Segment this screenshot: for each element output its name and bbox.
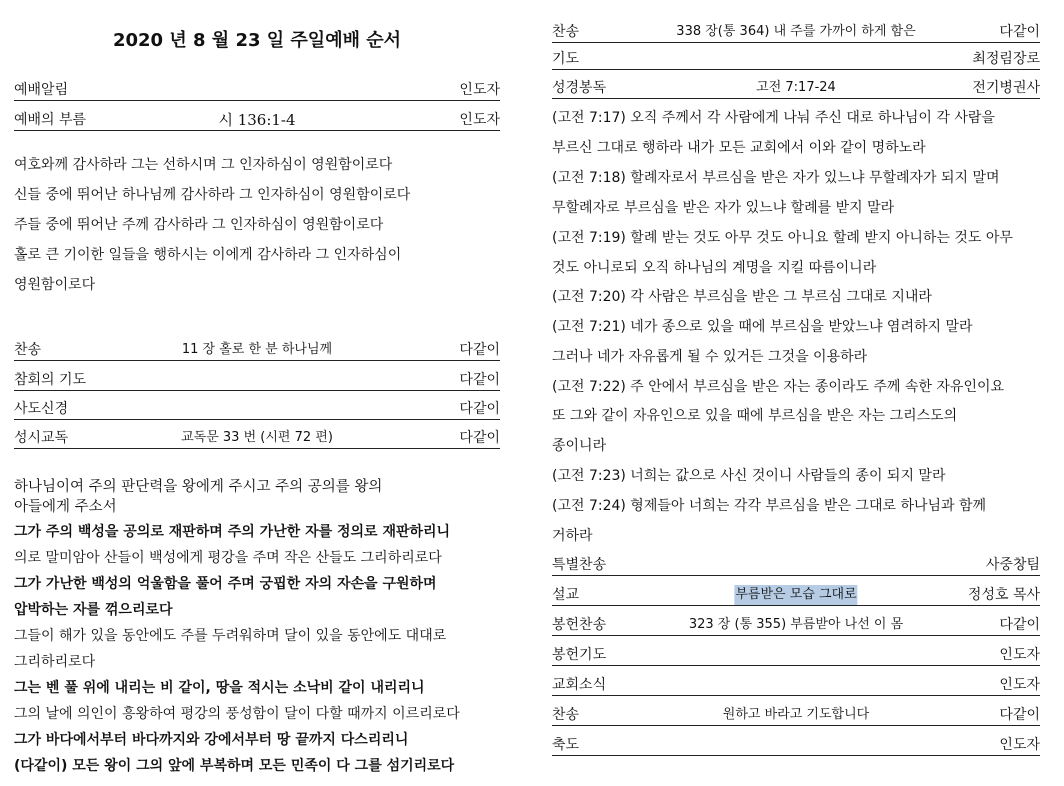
order-row-scripture-reading [552, 78, 1040, 99]
scripture-line: 부르신 그대로 행하라 내가 모든 교회에서 이와 같이 명하노라 [552, 140, 926, 156]
row-leader: 다같이 [459, 372, 500, 388]
row-label: 예배의 부름 [14, 112, 87, 128]
responsive-line: 하나님이여 주의 판단력을 왕에게 주시고 주의 공의를 왕의 [14, 479, 383, 495]
row-leader: 다같이 [999, 707, 1040, 723]
order-row-announcements [14, 80, 500, 101]
row-leader: 다같이 [459, 401, 500, 417]
responsive-line: 아들에게 주소서 [14, 499, 117, 515]
row-hymn: 338 장(통 364) 내 주를 가까이 하게 함은 [676, 24, 916, 39]
row-hymn: 11 장 홀로 한 분 하나님께 [181, 342, 333, 357]
row-leader: 정성호 목사 [967, 587, 1040, 603]
row-label: 기도 [552, 51, 580, 67]
scripture-line: 것도 아니로되 오직 하나님의 계명을 지킬 따름이니라 [552, 260, 877, 276]
row-label: 성경봉독 [552, 80, 607, 96]
row-label: 봉헌기도 [552, 647, 607, 663]
row-label: 봉헌찬송 [552, 617, 607, 633]
scripture-line: 종이니라 [552, 438, 607, 454]
row-hymn: 원하고 바라고 기도합니다 [722, 707, 870, 722]
order-row-benediction [552, 735, 1040, 756]
order-row-closing-hymn [552, 705, 1040, 726]
row-passage: 교독문 33 번 (시편 72 편) [181, 430, 333, 445]
scripture-line: (고전 7:21) 네가 종으로 있을 때에 부르심을 받았느냐 염려하지 말라 [552, 319, 973, 335]
row-leader: 다같이 [459, 342, 500, 358]
order-row-responsive-reading [14, 428, 500, 449]
responsive-line: 그가 주의 백성을 공의로 재판하며 주의 가난한 자를 정의로 재판하리니 [14, 524, 451, 540]
scripture-line: (고전 7:18) 할례자로서 부르심을 받은 자가 있느냐 무할례자가 되지 말며 [552, 170, 1000, 186]
row-leader: 인도자 [999, 677, 1040, 693]
page-title: 2020 년 8 월 23 일 주일예배 순서 [112, 30, 402, 51]
row-label: 축도 [552, 737, 580, 753]
row-hymn: 323 장 (통 355) 부름받아 나선 이 몸 [688, 617, 904, 632]
row-leader: 다같이 [999, 617, 1040, 633]
row-passage: 고전 7:17-24 [756, 80, 836, 95]
order-row-offering-prayer [552, 645, 1040, 666]
scripture-line: (고전 7:24) 형제들아 너희는 각각 부르심을 받은 그대로 하나님과 함께 [552, 498, 987, 514]
scripture-line: 거하라 [552, 528, 593, 544]
order-row-announcements [552, 675, 1040, 696]
row-label: 예배알림 [14, 82, 69, 98]
row-label: 설교 [552, 587, 580, 603]
call-line: 홀로 큰 기이한 일들을 행하시는 이에게 감사하라 그 인자하심이 [14, 247, 402, 263]
row-leader: 인도자 [459, 112, 500, 128]
row-leader: 최정림장로 [972, 51, 1040, 67]
responsive-line: 그가 가난한 백성의 억울함을 풀어 주며 궁핍한 자의 자손을 구원하며 [14, 576, 437, 592]
order-row-confession [14, 370, 500, 391]
order-row-call-to-worship [14, 110, 500, 131]
scripture-line: 무할례자로 부르심을 받은 자가 있느냐 할례를 받지 말라 [552, 200, 895, 216]
row-leader: 다같이 [999, 24, 1040, 40]
responsive-line: 압박하는 자를 꺾으리로다 [14, 602, 173, 618]
scripture-line: (고전 7:20) 각 사람은 부르심을 받은 그 부르심 그대로 지내라 [552, 289, 932, 305]
row-label: 특별찬송 [552, 557, 607, 573]
row-label: 찬송 [14, 342, 42, 358]
responsive-line: 그들이 해가 있을 동안에도 주를 두려워하며 달이 있을 동안에도 대대로 [14, 628, 447, 644]
scripture-line: (고전 7:19) 할례 받는 것도 아무 것도 아니요 할례 받지 아니하는 것도 아무 [552, 230, 1013, 246]
row-leader: 인도자 [999, 647, 1040, 663]
order-row-offering-hymn [552, 615, 1040, 636]
row-label: 찬송 [552, 24, 580, 40]
order-row-hymn [552, 22, 1040, 43]
scripture-line: (고전 7:23) 너희는 값으로 사신 것이니 사람들의 종이 되지 말라 [552, 468, 946, 484]
call-line: 영원함이로다 [14, 277, 96, 293]
row-label: 사도신경 [14, 401, 69, 417]
responsive-line: 의로 말미암아 산들이 백성에게 평강을 주며 작은 산들도 그리하리로다 [14, 550, 442, 566]
responsive-line: 그리하리로다 [14, 654, 96, 670]
row-leader: 인도자 [459, 82, 500, 98]
responsive-line: 그가 바다에서부터 바다까지와 강에서부터 땅 끝까지 다스리리니 [14, 732, 409, 748]
scripture-line: 그러나 네가 자유롭게 될 수 있거든 그것을 이용하라 [552, 349, 868, 365]
row-label: 성시교독 [14, 430, 69, 446]
order-row-prayer [552, 49, 1040, 70]
order-row-special-music [552, 555, 1040, 576]
order-row-creed [14, 399, 500, 420]
sermon-title: 부름받은 모습 그대로 [734, 585, 857, 605]
row-passage: 시 136:1-4 [218, 111, 296, 129]
call-line: 주들 중에 뛰어난 주께 감사하라 그 인자하심이 영원함이로다 [14, 217, 384, 233]
row-label: 교회소식 [552, 677, 607, 693]
responsive-line: 그의 날에 의인이 흥왕하여 평강의 풍성함이 달이 다할 때까지 이르리로다 [14, 706, 460, 722]
row-leader: 사중창팀 [985, 557, 1040, 573]
row-label: 참회의 기도 [14, 372, 87, 388]
scripture-line: (고전 7:17) 오직 주께서 각 사람에게 나눠 주신 대로 하나님이 각 사람을 [552, 110, 995, 126]
row-leader: 인도자 [999, 737, 1040, 753]
responsive-line: (다같이) 모든 왕이 그의 앞에 부복하며 모든 민족이 다 그를 섬기리로다 [14, 758, 455, 774]
call-line: 신들 중에 뛰어난 하나님께 감사하라 그 인자하심이 영원함이로다 [14, 187, 411, 203]
row-label: 찬송 [552, 707, 580, 723]
order-row-hymn [14, 340, 500, 361]
scripture-line: (고전 7:22) 주 안에서 부르심을 받은 자는 종이라도 주께 속한 자유인이요 [552, 379, 1005, 395]
order-row-sermon [552, 585, 1040, 606]
row-leader: 다같이 [459, 430, 500, 446]
scripture-line: 또 그와 같이 자유인으로 있을 때에 부르심을 받은 자는 그리스도의 [552, 408, 958, 424]
call-line: 여호와께 감사하라 그는 선하시며 그 인자하심이 영원함이로다 [14, 157, 393, 173]
row-leader: 전기병권사 [972, 80, 1040, 96]
responsive-line: 그는 벤 풀 위에 내리는 비 같이, 땅을 적시는 소낙비 같이 내리리니 [14, 680, 425, 696]
